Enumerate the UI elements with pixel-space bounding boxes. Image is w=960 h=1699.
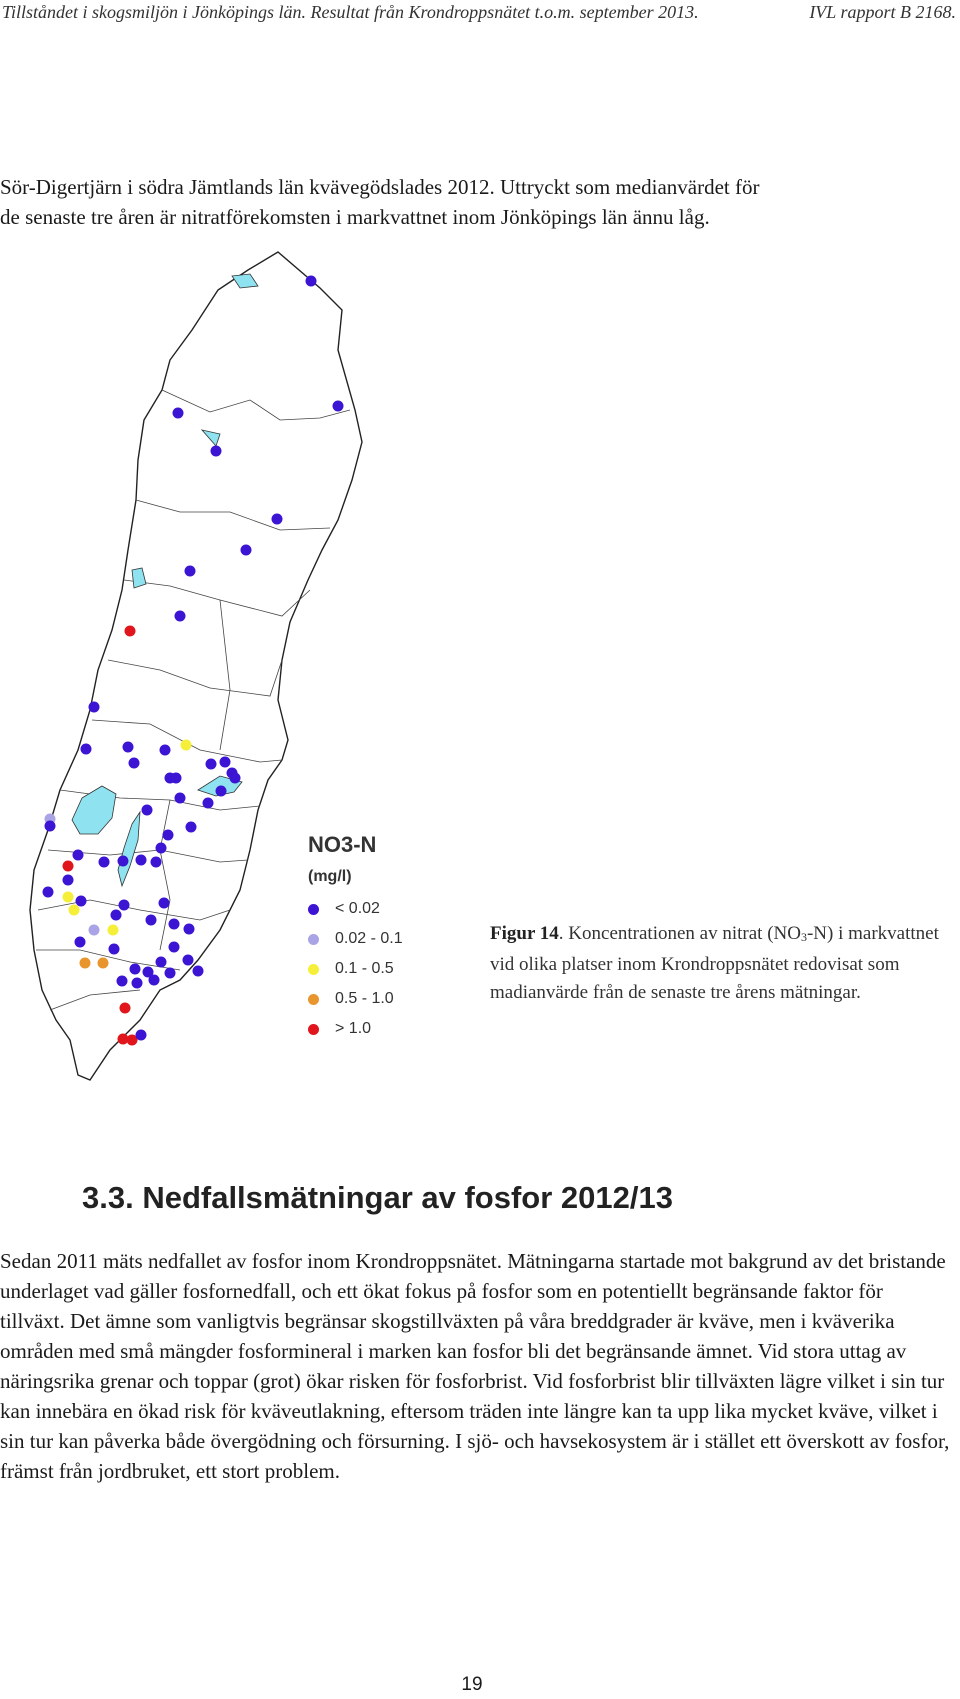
site-marker	[171, 773, 182, 784]
site-marker	[45, 821, 56, 832]
site-marker	[333, 401, 344, 412]
site-marker	[136, 855, 147, 866]
site-marker	[63, 861, 74, 872]
site-marker	[306, 276, 317, 287]
site-marker	[181, 740, 192, 751]
legend-swatch	[308, 934, 319, 945]
site-marker	[151, 857, 162, 868]
caption-text-a: . Koncentrationen av nitrat (NO	[558, 923, 801, 944]
legend-item	[308, 1014, 448, 1044]
site-marker	[63, 875, 74, 886]
site-marker	[184, 924, 195, 935]
site-marker	[216, 786, 227, 797]
site-marker	[69, 905, 80, 916]
site-marker	[163, 830, 174, 841]
intro-line-1: Sör-Digertjärn i södra Jämtlands län kvävegödslades 2012. Uttryckt som medianvärdet för	[0, 175, 760, 199]
site-marker	[99, 857, 110, 868]
legend-title: NO3-N	[308, 832, 377, 857]
site-marker	[125, 626, 136, 637]
site-marker	[211, 446, 222, 457]
caption-text-b: -N) i markvattnet vid olika platser inom Krondroppsnätet redovisat som madianvärde från de senaste tre årens mätningar.	[490, 923, 939, 1003]
site-marker	[111, 910, 122, 921]
caption-subscript: 3	[800, 930, 807, 944]
legend-item	[308, 984, 448, 1014]
site-marker	[272, 514, 283, 525]
running-header-title: Tillståndet i skogsmiljön i Jönköpings län. Resultat från Krondroppsnätet t.o.m. september 2013.	[2, 2, 699, 22]
section-heading: 3.3. Nedfallsmätningar av fosfor 2012/13	[82, 1180, 673, 1215]
legend-label: 0.1 - 0.5	[335, 960, 394, 977]
site-marker	[73, 850, 84, 861]
site-marker	[98, 958, 109, 969]
legend-swatch	[308, 964, 319, 975]
site-marker	[241, 545, 252, 556]
site-marker	[129, 758, 140, 769]
site-marker	[123, 742, 134, 753]
site-marker	[185, 566, 196, 577]
site-marker	[160, 745, 171, 756]
site-marker	[203, 798, 214, 809]
site-marker	[130, 964, 141, 975]
site-marker	[89, 702, 100, 713]
site-marker	[149, 975, 160, 986]
site-marker	[80, 958, 91, 969]
site-marker	[132, 978, 143, 989]
site-marker	[156, 843, 167, 854]
site-marker	[230, 773, 241, 784]
site-marker	[183, 955, 194, 966]
site-marker	[89, 925, 100, 936]
legend-item	[308, 954, 448, 984]
legend-label: 0.5 - 1.0	[335, 990, 394, 1007]
map-legend	[308, 832, 448, 1044]
site-marker	[118, 856, 129, 867]
legend-swatch	[308, 1024, 319, 1035]
intro-paragraph	[0, 172, 940, 232]
site-marker	[156, 957, 167, 968]
legend-unit: (mg/l)	[308, 868, 352, 885]
site-marker	[142, 805, 153, 816]
site-marker	[173, 408, 184, 419]
body-paragraph: Sedan 2011 mäts nedfallet av fosfor inom Krondroppsnätet. Mätningarna startade mot bakgrund av det bristande underlaget vad gäller fosfornedfall, och ett ökat fokus på fosfor som en potentiellt begränsande faktor för tillväxt. Det ämne som vanligtvis begränsar skogstillväxten på våra breddgrader är kväve, men i kväverika områden med små mängder fosformineral i marken kan fosfor bli det begränsande ämnet. Vid stora uttag av näringsrika grenar och toppar (grot) ökar risken för fosforbrist. Vid fosforbrist blir tillväxten lägre vilket i sin tur kan innebära en ökad risk för kväveutlakning, eftersom träden inte längre kan ta upp lika mycket kväve, vilket i sin tur kan påverka både övergödning och försurning. I sjö- och havsekosystem är i stället ett överskott av fosfor, främst från jordbruket, ett stort problem.	[0, 1249, 950, 1483]
site-marker	[169, 919, 180, 930]
site-marker	[206, 759, 217, 770]
site-marker	[81, 744, 92, 755]
figure-caption	[490, 920, 940, 1007]
figure-label: Figur 14	[490, 923, 559, 944]
site-marker	[76, 896, 87, 907]
legend-label: < 0.02	[335, 900, 380, 917]
site-marker	[117, 976, 128, 987]
running-header-report-number: IVL rapport B 2168.	[809, 2, 956, 22]
site-marker	[175, 793, 186, 804]
legend-item	[308, 894, 448, 924]
site-marker	[109, 944, 120, 955]
page-number: 19	[461, 1674, 483, 1695]
site-marker	[108, 925, 119, 936]
site-marker	[159, 898, 170, 909]
site-marker	[75, 937, 86, 948]
legend-label: 0.02 - 0.1	[335, 930, 403, 947]
legend-swatch	[308, 904, 319, 915]
site-marker	[175, 611, 186, 622]
site-marker	[136, 1030, 147, 1041]
site-marker	[120, 1003, 131, 1014]
site-marker	[169, 942, 180, 953]
site-marker	[165, 968, 176, 979]
site-marker	[63, 892, 74, 903]
legend-swatch	[308, 994, 319, 1005]
site-marker	[193, 966, 204, 977]
intro-line-2: de senaste tre åren är nitratförekomsten i markvattnet inom Jönköpings län ännu låg.	[0, 205, 710, 229]
site-marker	[43, 887, 54, 898]
site-marker	[186, 822, 197, 833]
site-marker	[146, 915, 157, 926]
legend-item	[308, 924, 448, 954]
legend-label: > 1.0	[335, 1020, 372, 1037]
site-marker	[220, 757, 231, 768]
site-marker	[119, 900, 130, 911]
